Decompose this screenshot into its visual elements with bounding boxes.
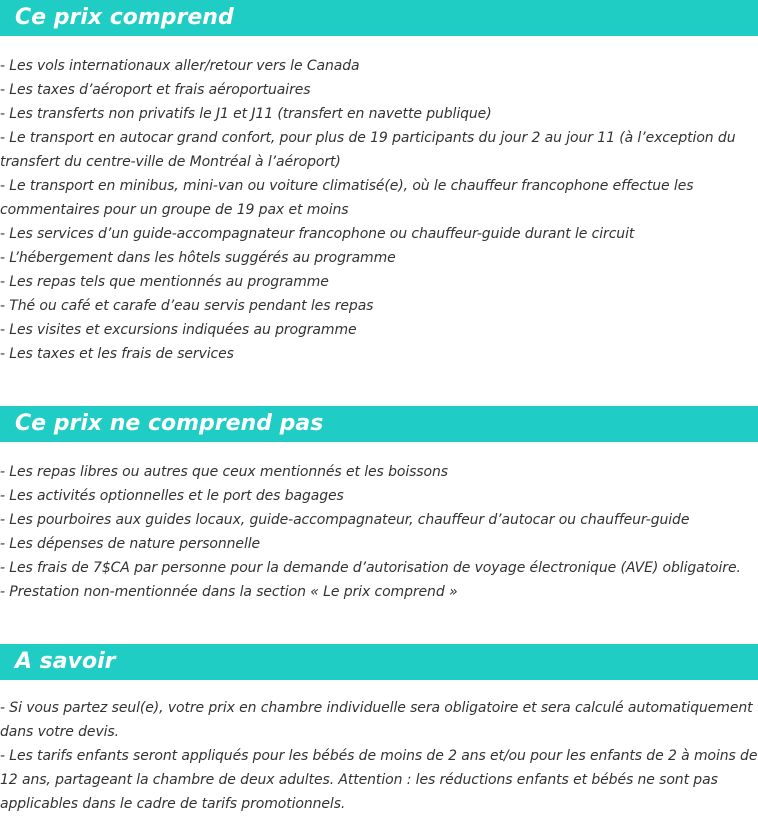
- item-list: [0, 54, 758, 366]
- list-item: - Les taxes et les frais de services: [0, 346, 234, 362]
- section-title: Ce prix comprend: [0, 0, 758, 36]
- list-item: - Si vous partez seul(e), votre prix en chambre individuelle sera obligatoire et sera calculé automatiquement dans votre devis.: [0, 700, 753, 740]
- list-item: - Les repas libres ou autres que ceux mentionnés et les boissons: [0, 464, 448, 480]
- list-item: - Les services d’un guide-accompagnateur francophone ou chauffeur-guide durant le circuit: [0, 226, 635, 242]
- list-item: - Les pourboires aux guides locaux, guide-accompagnateur, chauffeur d’autocar ou chauffeur-guide: [0, 512, 690, 528]
- section-price-excludes: [0, 406, 758, 604]
- list-item: - Les dépenses de nature personnelle: [0, 536, 261, 552]
- item-list: [0, 696, 758, 816]
- list-item: - Les activités optionnelles et le port des bagages: [0, 488, 344, 504]
- list-item: - Le transport en autocar grand confort, pour plus de 19 participants du jour 2 au jour 11 (à l’exception du transfert du centre-ville de Montréal à l’aéroport): [0, 130, 736, 170]
- list-item: - Le transport en minibus, mini-van ou voiture climatisé(e), où le chauffeur francophone effectue les commentaires pour un groupe de 19 pax et moins: [0, 178, 694, 218]
- list-item: - Les frais de 7$CA par personne pour la demande d’autorisation de voyage électronique (AVE) obligatoire.: [0, 560, 741, 576]
- list-item: - Les taxes d’aéroport et frais aéroportuaires: [0, 82, 311, 98]
- section-good-to-know: [0, 644, 758, 816]
- item-list: [0, 460, 758, 604]
- list-item: - Les repas tels que mentionnés au programme: [0, 274, 329, 290]
- list-item: - Les transferts non privatifs le J1 et J11 (transfert en navette publique): [0, 106, 492, 122]
- section-title: Ce prix ne comprend pas: [0, 406, 758, 442]
- list-item: - Thé ou café et carafe d’eau servis pendant les repas: [0, 298, 374, 314]
- section-title: A savoir: [0, 644, 758, 680]
- list-item: - Les tarifs enfants seront appliqués pour les bébés de moins de 2 ans et/ou pour les enfants de 2 à moins de 12 ans, partageant la chambre de deux adultes. Attention : les réductions enfants et bébés ne sont pas applicables dans le cadre de tarifs promotionnels.: [0, 748, 758, 812]
- list-item: - L’hébergement dans les hôtels suggérés au programme: [0, 250, 396, 266]
- section-price-includes: [0, 0, 758, 366]
- list-item: - Prestation non-mentionnée dans la section « Le prix comprend »: [0, 584, 458, 600]
- list-item: - Les vols internationaux aller/retour vers le Canada: [0, 58, 360, 74]
- list-item: - Les visites et excursions indiquées au programme: [0, 322, 357, 338]
